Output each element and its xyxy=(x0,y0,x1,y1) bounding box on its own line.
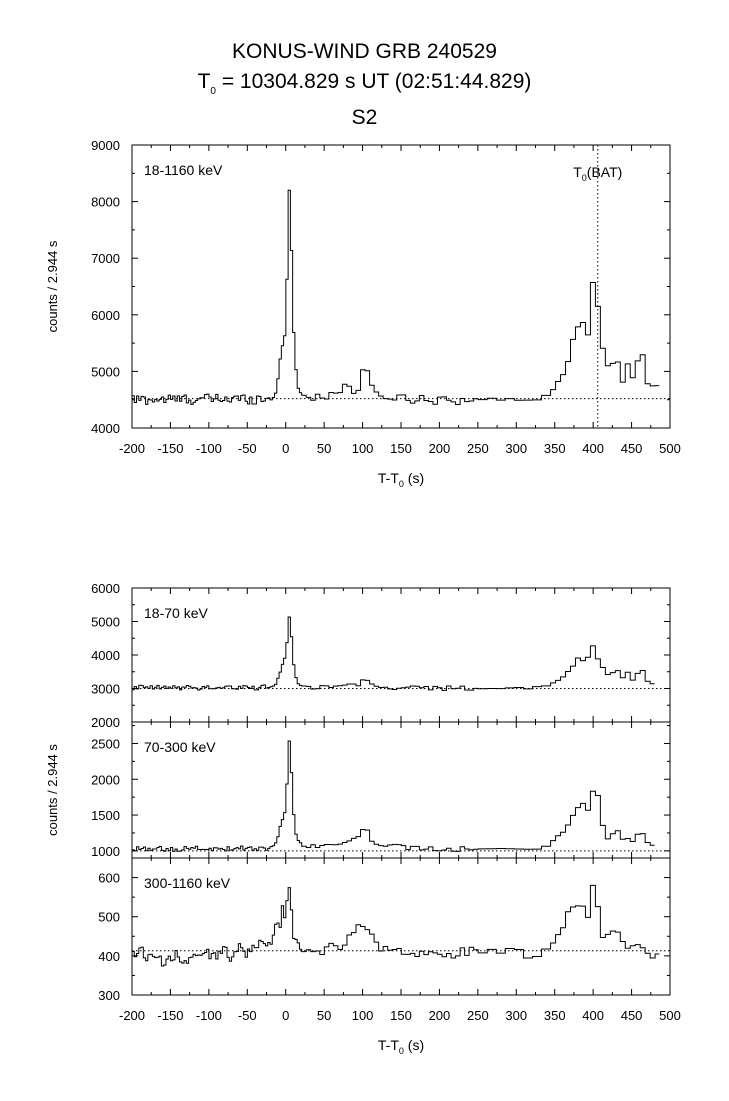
x-tick-label: 200 xyxy=(428,1008,451,1023)
plot-frame xyxy=(132,145,670,428)
x-tick-label: 250 xyxy=(467,441,489,456)
x-tick-label: 450 xyxy=(620,441,643,456)
light-curve-top xyxy=(132,190,659,404)
x-tick-label: 200 xyxy=(428,441,451,456)
x-tick-label: 500 xyxy=(659,1008,681,1023)
x-tick-label: 50 xyxy=(316,441,332,456)
plot-frame xyxy=(132,588,670,722)
y-tick-label: 4000 xyxy=(91,421,120,436)
x-tick-label: 50 xyxy=(316,1008,332,1023)
x-tick-label: -100 xyxy=(195,1008,222,1023)
light-curve-bottom-1 xyxy=(132,617,655,690)
y-tick-label: 2000 xyxy=(91,715,120,730)
x-tick-label: 100 xyxy=(351,1008,374,1023)
x-tick-label: 400 xyxy=(582,1008,604,1023)
bat-trigger-label: $T_0(BAT)$ xyxy=(573,164,623,183)
x-tick-label: -150 xyxy=(157,1008,184,1023)
x-tick-label: -200 xyxy=(118,1008,146,1023)
x-tick-label: 150 xyxy=(390,441,412,456)
chart-title: KONUS-WIND GRB 240529 xyxy=(232,40,497,63)
x-tick-label: 250 xyxy=(467,1008,489,1023)
light-curve-bottom-2 xyxy=(132,741,655,851)
y-tick-label: 9000 xyxy=(91,138,120,153)
x-tick-label: 300 xyxy=(505,441,528,456)
y-tick-label: 400 xyxy=(98,948,120,964)
x-tick-label: -150 xyxy=(157,441,184,456)
y-tick-label: 2500 xyxy=(91,736,120,752)
x-tick-label: 100 xyxy=(351,441,374,456)
y-tick-label: 300 xyxy=(98,988,120,1003)
x-tick-label: -50 xyxy=(237,441,257,456)
x-tick-label: 350 xyxy=(543,1008,566,1023)
band-label: 18-1160 keV xyxy=(144,162,223,178)
x-tick-label: -200 xyxy=(118,441,146,456)
y-tick-label: 4000 xyxy=(91,648,120,663)
subtitle-rest: = 10304.829 s UT (02:51:44.829) xyxy=(215,70,532,93)
y-tick-label: 500 xyxy=(98,909,120,925)
y-tick-label: 1500 xyxy=(91,808,120,824)
chart-section-label: S2 xyxy=(351,106,378,129)
band-label: 300-1160 keV xyxy=(144,875,231,891)
x-tick-label: 150 xyxy=(390,1008,412,1023)
y-tick-label: 1000 xyxy=(91,843,120,859)
x-tick-label: 400 xyxy=(582,441,604,456)
y-tick-label: 3000 xyxy=(91,681,120,697)
panel-bottom-1 xyxy=(91,581,670,730)
x-tick-label: 300 xyxy=(505,1008,528,1023)
y-tick-label: 7000 xyxy=(91,251,120,267)
x-tick-label: -50 xyxy=(237,1008,257,1023)
band-label: 18-70 keV xyxy=(144,605,208,621)
y-tick-label: 600 xyxy=(98,870,120,886)
x-tick-label: 450 xyxy=(620,1008,643,1023)
subtitle-sub: 0 xyxy=(210,86,216,97)
x-tick-label: 0 xyxy=(282,441,290,456)
x-axis-label: $T-T_0$ (s) xyxy=(377,1037,425,1056)
panel-bottom-2 xyxy=(45,722,670,859)
band-label: 70-300 keV xyxy=(144,739,216,755)
panel-bottom-3 xyxy=(98,858,681,1056)
x-tick-label: -100 xyxy=(195,441,222,456)
x-tick-label: 0 xyxy=(282,1008,290,1023)
y-tick-label: 5000 xyxy=(91,614,120,630)
x-tick-label: 500 xyxy=(659,441,681,456)
y-axis-label: counts / 2.944 s xyxy=(45,744,60,836)
x-tick-label: 350 xyxy=(543,441,566,456)
panel-top xyxy=(45,138,681,489)
subtitle-t: T xyxy=(197,70,211,93)
y-tick-label: 8000 xyxy=(91,194,120,210)
y-tick-label: 2000 xyxy=(91,772,120,788)
x-axis-label: $T-T_0$ (s) xyxy=(377,470,425,489)
y-axis-label: counts / 2.944 s xyxy=(45,240,60,333)
y-tick-label: 5000 xyxy=(91,364,120,380)
y-tick-label: 6000 xyxy=(91,307,120,323)
light-curve-bottom-3 xyxy=(132,885,659,966)
y-tick-label: 6000 xyxy=(91,581,120,596)
